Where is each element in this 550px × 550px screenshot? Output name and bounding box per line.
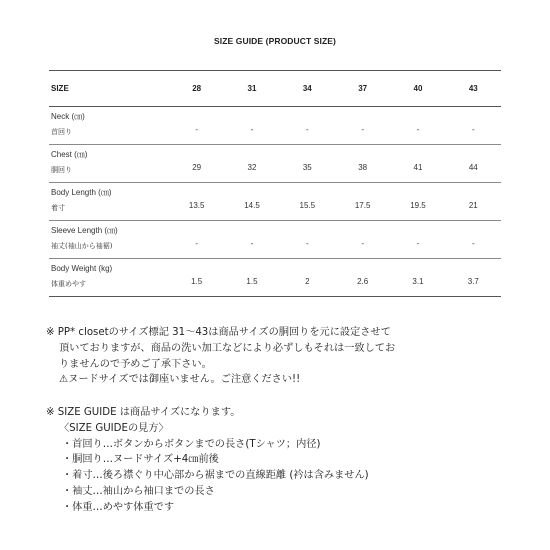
header-size-37: 37 <box>358 84 368 93</box>
table-row-sleeve-length <box>49 221 501 259</box>
table-cell: 44 <box>468 163 478 172</box>
size-guide-explanation <box>46 405 516 516</box>
table-row-body-length <box>49 183 501 221</box>
notice-line: 頂いておりますが、商品の洗い加工などにより必ずしもそれは一致してお <box>59 342 396 354</box>
header-size-34: 34 <box>302 84 312 93</box>
header-size-40: 40 <box>413 84 423 93</box>
table-cell: 15.5 <box>299 201 316 210</box>
row-label <box>49 259 169 297</box>
size-notice <box>46 325 516 388</box>
guide-subheading: 〈SIZE GUIDEの見方〉 <box>59 422 169 434</box>
table-cell: - <box>361 125 364 134</box>
table-cell: 3.7 <box>467 277 479 286</box>
row-label-en: Sleeve Length (㎝) <box>51 226 118 235</box>
header-size-43: 43 <box>468 84 478 93</box>
table-cell: 35 <box>302 163 312 172</box>
table-row-chest <box>49 145 501 183</box>
table-cell: 17.5 <box>354 201 371 210</box>
row-label-en: Body Weight (kg) <box>51 264 113 273</box>
notice-line: ※ PP* closetのサイズ標記 31～43は商品サイズの胴回りを元に設定させて <box>46 327 391 338</box>
table-cell: 29 <box>192 163 202 172</box>
size-table <box>49 70 501 297</box>
table-cell: 14.5 <box>244 201 260 210</box>
guide-item: ・胴回り…ヌードサイズ+4㎝前後 <box>62 454 219 466</box>
row-label <box>49 221 169 259</box>
table-cell: - <box>250 239 254 248</box>
table-cell: 32 <box>247 163 257 172</box>
header-size-label: SIZE <box>51 84 69 93</box>
guide-item: ・着寸…後ろ襟ぐり中心部から裾までの直線距離 (衿は含みません) <box>62 470 369 482</box>
notice-line: りませんので予めご了承下さい。 <box>59 358 212 370</box>
table-cell: 13.5 <box>188 201 205 210</box>
table-cell: - <box>416 239 420 248</box>
table-cell: 21 <box>468 201 478 210</box>
table-cell: 3.1 <box>412 277 424 286</box>
table-cell: - <box>416 125 420 134</box>
guide-item: ・体重…めやす体重です <box>62 501 175 513</box>
header-size-28: 28 <box>192 84 202 93</box>
header-size-31: 31 <box>247 84 257 93</box>
table-cell: - <box>195 125 198 134</box>
table-row-neck <box>49 107 501 145</box>
guide-item: ・袖丈…袖山から袖口までの長さ <box>62 485 215 497</box>
row-label-jp: 着寸 <box>51 204 65 212</box>
table-cell: - <box>305 125 309 134</box>
table-cell: - <box>250 125 254 134</box>
table-cell: 38 <box>358 163 368 172</box>
row-label-en: Chest (㎝) <box>51 150 88 159</box>
table-row-body-weight <box>49 259 501 297</box>
row-label-jp: 胴回り <box>51 166 72 174</box>
table-cell: 41 <box>413 163 423 172</box>
table-cell: - <box>305 239 309 248</box>
row-label-jp: 袖丈(袖山から袖裾) <box>51 242 113 250</box>
table-cell: 1.5 <box>191 277 203 286</box>
table-cell: 2.6 <box>357 277 369 286</box>
table-header-row <box>49 71 501 107</box>
table-cell: - <box>195 239 198 248</box>
table-cell: - <box>361 239 364 248</box>
row-label <box>49 145 169 183</box>
row-label <box>49 107 169 145</box>
row-label-en: Body Length (㎝) <box>51 188 112 197</box>
table-cell: - <box>471 125 475 134</box>
table-cell: - <box>471 239 475 248</box>
row-label <box>49 183 169 221</box>
row-label-en: Neck (㎝) <box>51 112 85 121</box>
guide-item: ・首回り…ボタンからボタンまでの長さ(Tシャツ；内径) <box>62 438 321 450</box>
table-cell: 2 <box>305 277 310 286</box>
table-cell: 19.5 <box>410 201 426 210</box>
row-label-jp: 首回り <box>51 128 72 136</box>
table-cell: 1.5 <box>246 277 258 286</box>
row-label-jp: 体重めやす <box>51 280 86 288</box>
page-title: SIZE GUIDE (PRODUCT SIZE) <box>214 36 336 46</box>
notice-warning-line: ⚠ヌードサイズでは御座いません。ご注意ください!! <box>59 374 301 386</box>
guide-heading: ※ SIZE GUIDE は商品サイズになります。 <box>46 407 241 418</box>
